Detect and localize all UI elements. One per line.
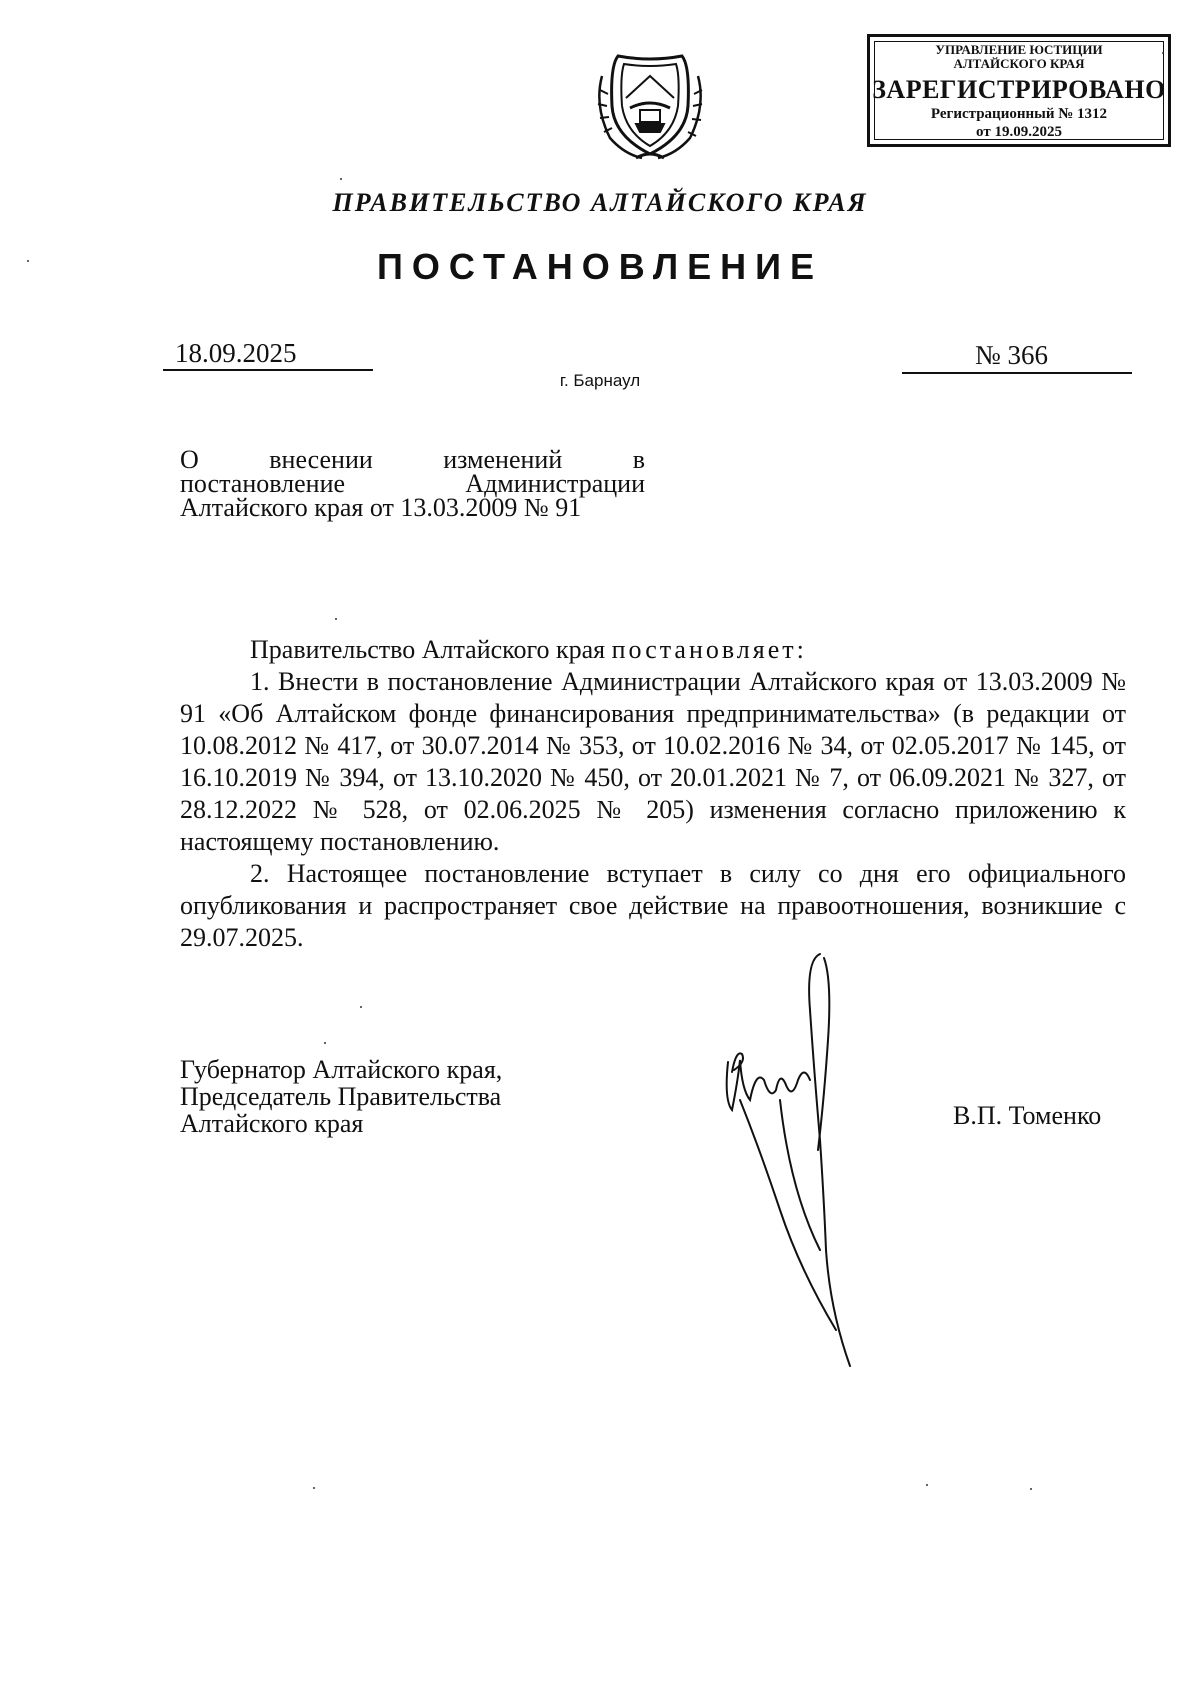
signatory-title-line2: Председатель Правительства [180, 1082, 502, 1111]
stamp-line2: АЛТАЙСКОГО КРАЯ [953, 56, 1085, 71]
document-date: 18.09.2025 [175, 338, 297, 368]
document-number: № 366 [975, 340, 1049, 370]
stamp-reg-date: от 19.09.2025 [976, 124, 1062, 140]
signatory-title-line3: Алтайского края [180, 1109, 364, 1138]
document-subject [180, 445, 645, 522]
stamp-authority [870, 43, 1168, 71]
scan-speck [1030, 1488, 1032, 1490]
scan-speck [360, 1006, 362, 1008]
scan-speck [313, 1487, 315, 1489]
signatory-title [180, 1056, 502, 1137]
scan-speck [1162, 52, 1164, 54]
handwritten-signature-icon [720, 950, 900, 1370]
signatory-title-line1: Губернатор Алтайского края, [180, 1055, 503, 1084]
scan-speck [27, 260, 29, 262]
subject-line1: О внесении изменений в [180, 445, 645, 474]
body-item-1: 1. Внести в постановление Администрации Алтайского края от 13.03.2009 № 91 «Об Алтайском фонде финансирования предпринимательства» (в редакции от 10.08.2012 № 417, от 30.07.2014 № 353, от 10.02.2016 № 34, от 02.05.2017 № 145, от 16.10.2019 № 394, от 13.10.2020 № 450, от 20.01.2021 № 7, от 06.09.2021 № 327, от 28.12.2022 № 528, от 02.06.2025 № 205) изменения согласно приложению к настоящему постановлению. [180, 667, 1126, 856]
registration-stamp [867, 34, 1171, 147]
body-intro [180, 634, 1126, 666]
coat-of-arms-icon [590, 46, 710, 166]
city-name: г. Барнаул [559, 371, 641, 390]
stamp-status: ЗАРЕГИСТРИРОВАНО [872, 75, 1166, 104]
government-name: ПРАВИТЕЛЬСТВО АЛТАЙСКОГО КРАЯ [332, 188, 868, 217]
subject-line2: постановление Администрации [180, 469, 645, 498]
subject-line3: Алтайского края от 13.03.2009 № 91 [180, 493, 582, 522]
body-item-2: 2. Настоящее постановление вступает в силу со дня его официального опубликования и распространяет свое действие на правоотношения, возникшие с 29.07.2025. [180, 859, 1126, 952]
stamp-line1: УПРАВЛЕНИЕ ЮСТИЦИИ [935, 42, 1103, 57]
document-type-title: ПОСТАНОВЛЕНИЕ [377, 246, 823, 287]
intro-lead: Правительство Алтайского края [250, 635, 612, 664]
signatory-name: В.П. Томенко [953, 1101, 1102, 1130]
scan-speck [340, 178, 342, 180]
document-body [180, 634, 1126, 954]
scan-speck [324, 1042, 326, 1044]
scan-speck [335, 618, 337, 620]
intro-verb: постановляет: [611, 635, 807, 664]
stamp-reg-number: Регистрационный № 1312 [930, 106, 1108, 122]
scan-speck [926, 1484, 928, 1486]
